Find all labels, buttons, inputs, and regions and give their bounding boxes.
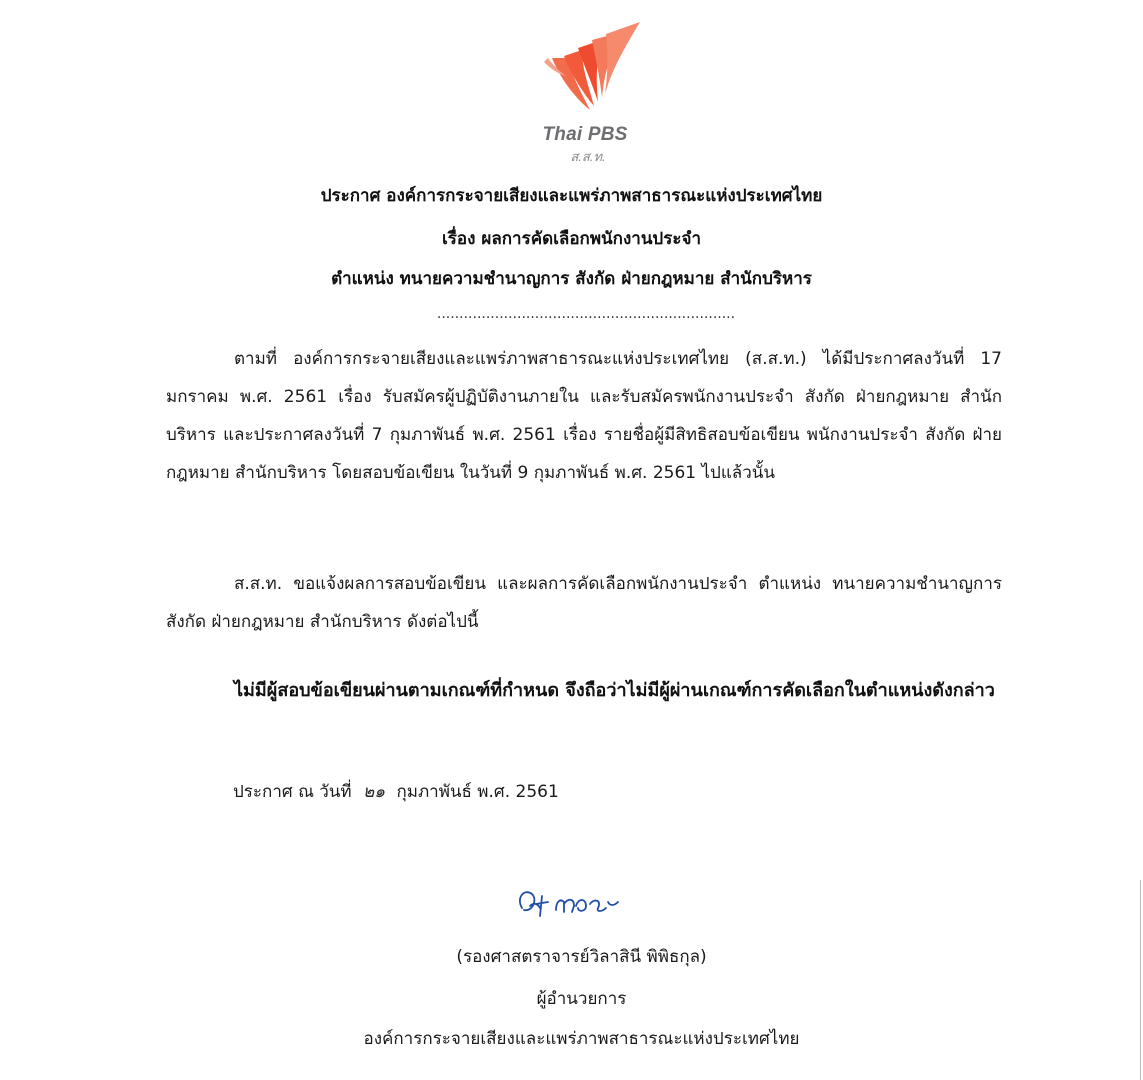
body-paragraph-1: ตามที่ องค์การกระจายเสียงและแพร่ภาพสาธารณะแห่งประเทศไทย (ส.ส.ท.) ได้มีประกาศลงวันที่ 17 มกราคม พ.ศ. 2561 เรื่อง รับสมัครผู้ปฏิบัติงานภายใน และรับสมัครพนักงานประจำ สังกัด ฝ่ายกฎหมาย สำนักบริหาร และประกาศลงวันที่ 7 กุมภาพันธ์ พ.ศ. 2561 เรื่อง รายชื่อผู้มีสิทธิสอบข้อเขียน พนักงานประจำ สังกัด ฝ่ายกฎหมาย สำนักบริหาร โดยสอบข้อเขียน ในวันที่ 9 กุมภาพันธ์ พ.ศ. 2561 ไปแล้วนั้น [166,349,1002,483]
handwritten-signature [510,880,640,930]
announcement-date [233,778,559,805]
dotted-separator: ................................................................... [436,306,736,322]
result-statement: ไม่มีผู้สอบข้อเขียนผ่านตามเกณฑ์ที่กำหนด จึงถือว่าไม่มีผู้ผ่านเกณฑ์การคัดเลือกในตำแหน่งดังกล่าว [234,680,995,701]
thaipbs-bird-logo-icon [530,18,640,123]
thaipbs-logo [520,18,650,168]
date-day-handwritten: ๒๑ [363,782,386,802]
signatory-organization: องค์การกระจายเสียงและแพร่ภาพสาธารณะแห่งประเทศไทย [363,1029,800,1049]
logo-sub-text: ส.ส.ท. [570,149,606,164]
signatory-title: ผู้อำนวยการ [536,989,627,1009]
announcement-subject: เรื่อง ผลการคัดเลือกพนักงานประจำ [441,229,701,249]
date-prefix: ประกาศ ณ วันที่ [233,782,352,802]
logo-brand-text: Thai PBS [542,124,628,145]
signatory-name: (รองศาสตราจารย์วิลาสินี พิพิธกุล) [456,947,707,967]
announcement-title: ประกาศ องค์การกระจายเสียงและแพร่ภาพสาธารณะแห่งประเทศไทย [320,186,823,206]
date-rest: กุมภาพันธ์ พ.ศ. 2561 [396,782,559,802]
announcement-position: ตำแหน่ง ทนายความชำนาญการ สังกัด ฝ่ายกฎหมาย สำนักบริหาร [331,269,812,289]
scan-edge-line [1140,880,1141,1080]
body-paragraph-2: ส.ส.ท. ขอแจ้งผลการสอบข้อเขียน และผลการคัดเลือกพนักงานประจำ ตำแหน่ง ทนายความชำนาญการ สังกัด ฝ่ายกฎหมาย สำนักบริหาร ดังต่อไปนี้ [166,574,1002,632]
